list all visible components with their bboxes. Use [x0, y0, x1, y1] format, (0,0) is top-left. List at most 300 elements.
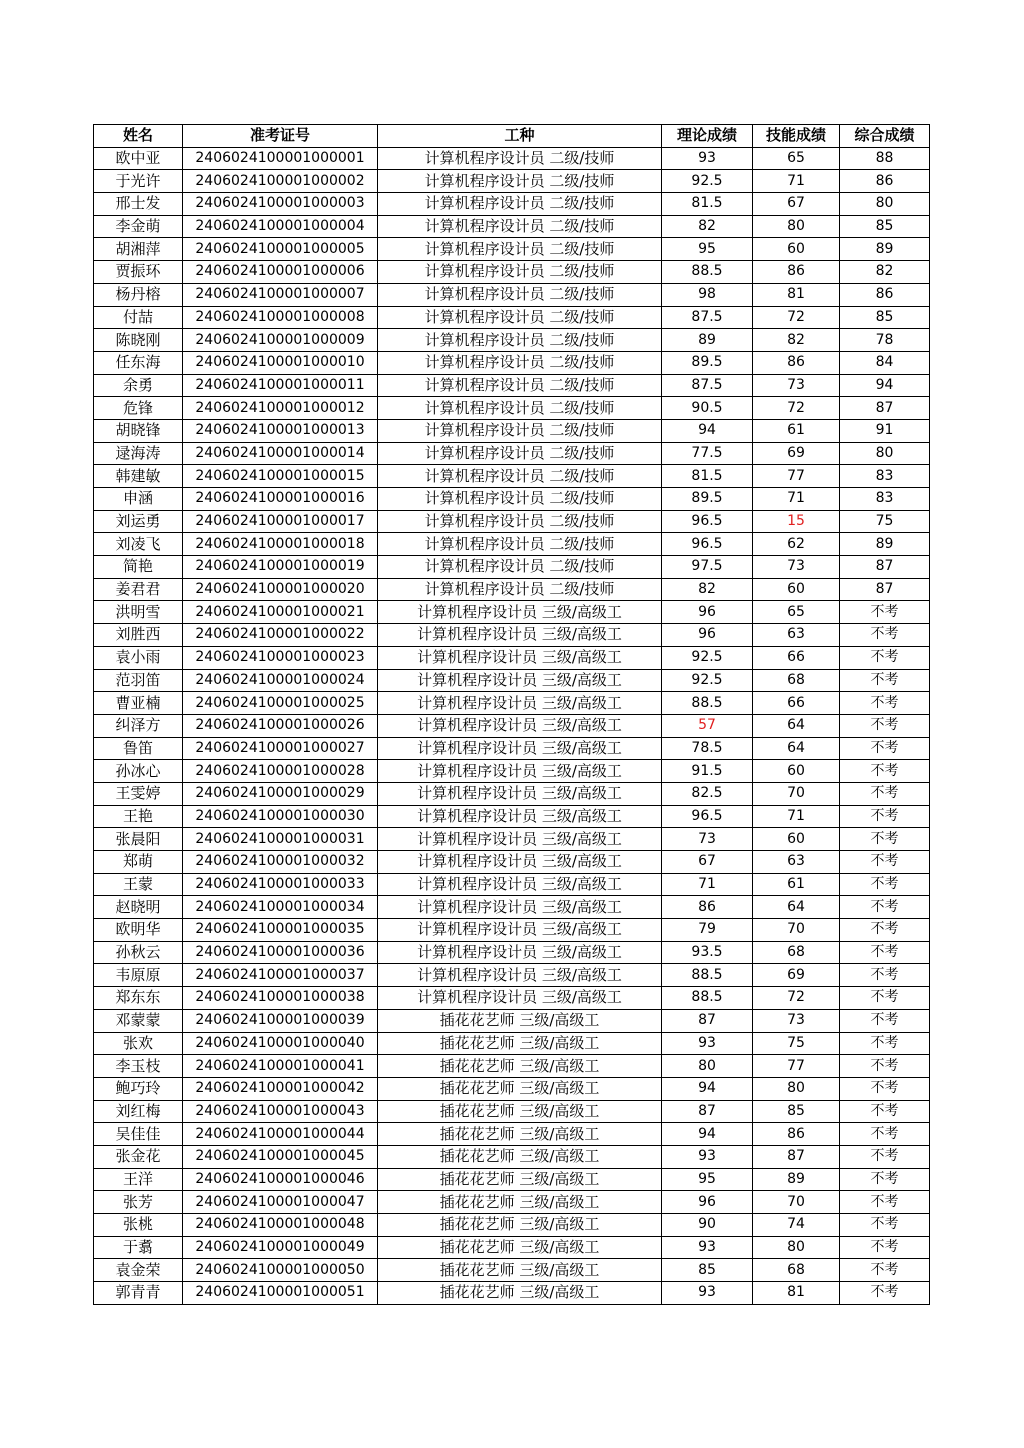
- table-row: [94, 601, 930, 624]
- table-row: [94, 919, 930, 942]
- cell-job-type: 插花花艺师 三级/高级工: [378, 1123, 662, 1146]
- cell-exam-id: 2406024100001000027: [183, 737, 378, 760]
- cell-exam-id: 2406024100001000035: [183, 919, 378, 942]
- cell-overall-score: 不考: [840, 669, 930, 692]
- cell-skill-score: 70: [753, 1191, 840, 1214]
- cell-job-type: 插花花艺师 三级/高级工: [378, 1055, 662, 1078]
- cell-job-type: 插花花艺师 三级/高级工: [378, 1282, 662, 1305]
- cell-theory-score: 85: [662, 1259, 753, 1282]
- table-row: [94, 306, 930, 329]
- cell-theory-score: 97.5: [662, 556, 753, 579]
- table-row: [94, 1055, 930, 1078]
- table-row: [94, 215, 930, 238]
- cell-exam-id: 2406024100001000026: [183, 714, 378, 737]
- cell-skill-score: 68: [753, 669, 840, 692]
- cell-theory-score: 82: [662, 215, 753, 238]
- table-row: [94, 805, 930, 828]
- cell-exam-id: 2406024100001000020: [183, 578, 378, 601]
- cell-name: 孙秋云: [94, 941, 183, 964]
- table-row: [94, 1123, 930, 1146]
- cell-skill-score: 68: [753, 1259, 840, 1282]
- cell-name: 张金花: [94, 1145, 183, 1168]
- cell-name: 范羽笛: [94, 669, 183, 692]
- cell-theory-score: 77.5: [662, 442, 753, 465]
- cell-skill-score: 68: [753, 941, 840, 964]
- cell-name: 于翥: [94, 1236, 183, 1259]
- cell-exam-id: 2406024100001000030: [183, 805, 378, 828]
- cell-skill-score: 86: [753, 351, 840, 374]
- cell-skill-score: 81: [753, 1282, 840, 1305]
- cell-job-type: 计算机程序设计员 三级/高级工: [378, 873, 662, 896]
- cell-overall-score: 不考: [840, 714, 930, 737]
- cell-exam-id: 2406024100001000037: [183, 964, 378, 987]
- cell-exam-id: 2406024100001000023: [183, 646, 378, 669]
- cell-skill-score: 70: [753, 919, 840, 942]
- cell-overall-score: 75: [840, 510, 930, 533]
- cell-theory-score: 96: [662, 624, 753, 647]
- cell-overall-score: 不考: [840, 1123, 930, 1146]
- cell-job-type: 插花花艺师 三级/高级工: [378, 1145, 662, 1168]
- table-row: [94, 397, 930, 420]
- cell-job-type: 计算机程序设计员 二级/技师: [378, 397, 662, 420]
- cell-job-type: 计算机程序设计员 三级/高级工: [378, 624, 662, 647]
- header-job-type: 工种: [378, 125, 662, 148]
- cell-skill-score: 87: [753, 1145, 840, 1168]
- cell-skill-score: 73: [753, 556, 840, 579]
- cell-overall-score: 85: [840, 215, 930, 238]
- table-row: [94, 1168, 930, 1191]
- cell-job-type: 计算机程序设计员 三级/高级工: [378, 692, 662, 715]
- cell-overall-score: 不考: [840, 941, 930, 964]
- cell-theory-score: 96.5: [662, 533, 753, 556]
- table-row: [94, 964, 930, 987]
- cell-theory-score: 87.5: [662, 374, 753, 397]
- cell-skill-score: 60: [753, 828, 840, 851]
- cell-overall-score: 84: [840, 351, 930, 374]
- cell-theory-score: 91.5: [662, 760, 753, 783]
- cell-overall-score: 86: [840, 170, 930, 193]
- cell-theory-score: 98: [662, 283, 753, 306]
- cell-skill-score: 74: [753, 1214, 840, 1237]
- cell-name: 赵晓明: [94, 896, 183, 919]
- cell-skill-score: 86: [753, 1123, 840, 1146]
- table-row: [94, 351, 930, 374]
- cell-exam-id: 2406024100001000013: [183, 419, 378, 442]
- cell-job-type: 计算机程序设计员 三级/高级工: [378, 941, 662, 964]
- cell-overall-score: 不考: [840, 1077, 930, 1100]
- table-row: [94, 1077, 930, 1100]
- header-theory-score: 理论成绩: [662, 125, 753, 148]
- cell-job-type: 计算机程序设计员 二级/技师: [378, 442, 662, 465]
- cell-theory-score: 88.5: [662, 692, 753, 715]
- table-row: [94, 760, 930, 783]
- cell-skill-score: 69: [753, 964, 840, 987]
- cell-name: 曹亚楠: [94, 692, 183, 715]
- table-row: [94, 465, 930, 488]
- cell-theory-score: 79: [662, 919, 753, 942]
- cell-exam-id: 2406024100001000006: [183, 261, 378, 284]
- cell-skill-score: 72: [753, 397, 840, 420]
- cell-theory-score: 92.5: [662, 669, 753, 692]
- table-row: [94, 941, 930, 964]
- cell-skill-score: 77: [753, 1055, 840, 1078]
- cell-name: 邓蒙蒙: [94, 1009, 183, 1032]
- cell-theory-score: 92.5: [662, 170, 753, 193]
- cell-overall-score: 不考: [840, 987, 930, 1010]
- cell-name: 逯海涛: [94, 442, 183, 465]
- cell-job-type: 计算机程序设计员 二级/技师: [378, 238, 662, 261]
- cell-theory-score: 88.5: [662, 964, 753, 987]
- cell-skill-score: 82: [753, 329, 840, 352]
- cell-overall-score: 不考: [840, 1282, 930, 1305]
- table-row: [94, 374, 930, 397]
- cell-overall-score: 不考: [840, 646, 930, 669]
- cell-exam-id: 2406024100001000036: [183, 941, 378, 964]
- cell-name: 申涵: [94, 488, 183, 511]
- cell-exam-id: 2406024100001000034: [183, 896, 378, 919]
- cell-skill-score: 81: [753, 283, 840, 306]
- cell-skill-score: 64: [753, 896, 840, 919]
- cell-exam-id: 2406024100001000038: [183, 987, 378, 1010]
- table-row: [94, 147, 930, 170]
- cell-theory-score: 93: [662, 1236, 753, 1259]
- cell-exam-id: 2406024100001000014: [183, 442, 378, 465]
- cell-overall-score: 不考: [840, 851, 930, 874]
- cell-name: 姜君君: [94, 578, 183, 601]
- cell-exam-id: 2406024100001000046: [183, 1168, 378, 1191]
- cell-name: 孙冰心: [94, 760, 183, 783]
- cell-job-type: 计算机程序设计员 二级/技师: [378, 533, 662, 556]
- cell-name: 邢士发: [94, 193, 183, 216]
- table-row: [94, 1214, 930, 1237]
- cell-exam-id: 2406024100001000004: [183, 215, 378, 238]
- cell-job-type: 计算机程序设计员 三级/高级工: [378, 760, 662, 783]
- cell-name: 韦原原: [94, 964, 183, 987]
- table-row: [94, 533, 930, 556]
- cell-name: 李玉枝: [94, 1055, 183, 1078]
- cell-job-type: 计算机程序设计员 二级/技师: [378, 306, 662, 329]
- cell-job-type: 插花花艺师 三级/高级工: [378, 1168, 662, 1191]
- cell-exam-id: 2406024100001000025: [183, 692, 378, 715]
- table-row: [94, 987, 930, 1010]
- cell-overall-score: 91: [840, 419, 930, 442]
- cell-exam-id: 2406024100001000051: [183, 1282, 378, 1305]
- cell-theory-score: 80: [662, 1055, 753, 1078]
- cell-exam-id: 2406024100001000007: [183, 283, 378, 306]
- cell-overall-score: 87: [840, 397, 930, 420]
- cell-theory-score: 82.5: [662, 782, 753, 805]
- cell-name: 任东海: [94, 351, 183, 374]
- cell-exam-id: 2406024100001000005: [183, 238, 378, 261]
- cell-name: 刘凌飞: [94, 533, 183, 556]
- cell-skill-score: 60: [753, 760, 840, 783]
- cell-exam-id: 2406024100001000033: [183, 873, 378, 896]
- cell-name: 鲍巧玲: [94, 1077, 183, 1100]
- cell-overall-score: 不考: [840, 1100, 930, 1123]
- cell-overall-score: 不考: [840, 692, 930, 715]
- table-row: [94, 556, 930, 579]
- cell-skill-score: 77: [753, 465, 840, 488]
- cell-job-type: 计算机程序设计员 三级/高级工: [378, 737, 662, 760]
- table-row: [94, 419, 930, 442]
- cell-skill-score: 61: [753, 873, 840, 896]
- table-row: [94, 1191, 930, 1214]
- cell-overall-score: 不考: [840, 919, 930, 942]
- cell-overall-score: 87: [840, 578, 930, 601]
- cell-exam-id: 2406024100001000049: [183, 1236, 378, 1259]
- cell-theory-score: 73: [662, 828, 753, 851]
- cell-theory-score: 96: [662, 1191, 753, 1214]
- cell-theory-score: 94: [662, 419, 753, 442]
- table-row: [94, 238, 930, 261]
- cell-theory-score: 67: [662, 851, 753, 874]
- cell-skill-score: 64: [753, 714, 840, 737]
- table-row: [94, 1282, 930, 1305]
- table-row: [94, 1145, 930, 1168]
- table-row: [94, 488, 930, 511]
- cell-theory-score: 96.5: [662, 510, 753, 533]
- cell-overall-score: 不考: [840, 1259, 930, 1282]
- cell-job-type: 计算机程序设计员 三级/高级工: [378, 646, 662, 669]
- table-row: [94, 1100, 930, 1123]
- cell-overall-score: 不考: [840, 1032, 930, 1055]
- header-exam-id: 准考证号: [183, 125, 378, 148]
- cell-overall-score: 不考: [840, 601, 930, 624]
- cell-overall-score: 不考: [840, 1191, 930, 1214]
- cell-theory-score: 90.5: [662, 397, 753, 420]
- cell-name: 李金萌: [94, 215, 183, 238]
- cell-name: 胡晓锋: [94, 419, 183, 442]
- cell-overall-score: 83: [840, 488, 930, 511]
- cell-job-type: 插花花艺师 三级/高级工: [378, 1191, 662, 1214]
- cell-theory-score: 81.5: [662, 193, 753, 216]
- cell-overall-score: 86: [840, 283, 930, 306]
- cell-job-type: 计算机程序设计员 二级/技师: [378, 556, 662, 579]
- cell-name: 郑东东: [94, 987, 183, 1010]
- cell-theory-score: 93: [662, 1145, 753, 1168]
- cell-theory-score: 93: [662, 1032, 753, 1055]
- cell-job-type: 插花花艺师 三级/高级工: [378, 1032, 662, 1055]
- cell-skill-score: 62: [753, 533, 840, 556]
- table-row: [94, 329, 930, 352]
- table-row: [94, 1009, 930, 1032]
- cell-skill-score: 71: [753, 488, 840, 511]
- cell-skill-score: 63: [753, 624, 840, 647]
- table-row: [94, 170, 930, 193]
- cell-overall-score: 80: [840, 193, 930, 216]
- cell-job-type: 计算机程序设计员 三级/高级工: [378, 714, 662, 737]
- cell-name: 余勇: [94, 374, 183, 397]
- cell-job-type: 插花花艺师 三级/高级工: [378, 1214, 662, 1237]
- cell-exam-id: 2406024100001000032: [183, 851, 378, 874]
- cell-job-type: 插花花艺师 三级/高级工: [378, 1009, 662, 1032]
- cell-exam-id: 2406024100001000019: [183, 556, 378, 579]
- cell-exam-id: 2406024100001000017: [183, 510, 378, 533]
- cell-exam-id: 2406024100001000031: [183, 828, 378, 851]
- cell-name: 胡湘萍: [94, 238, 183, 261]
- cell-overall-score: 不考: [840, 873, 930, 896]
- cell-exam-id: 2406024100001000047: [183, 1191, 378, 1214]
- cell-job-type: 计算机程序设计员 二级/技师: [378, 510, 662, 533]
- table-row: [94, 714, 930, 737]
- cell-name: 张桃: [94, 1214, 183, 1237]
- cell-job-type: 计算机程序设计员 二级/技师: [378, 193, 662, 216]
- table-row: [94, 1032, 930, 1055]
- cell-exam-id: 2406024100001000002: [183, 170, 378, 193]
- cell-exam-id: 2406024100001000008: [183, 306, 378, 329]
- table-row: [94, 283, 930, 306]
- cell-exam-id: 2406024100001000010: [183, 351, 378, 374]
- cell-skill-score: 75: [753, 1032, 840, 1055]
- table-row: [94, 1236, 930, 1259]
- cell-name: 陈晓刚: [94, 329, 183, 352]
- cell-job-type: 插花花艺师 三级/高级工: [378, 1259, 662, 1282]
- cell-exam-id: 2406024100001000003: [183, 193, 378, 216]
- cell-job-type: 计算机程序设计员 二级/技师: [378, 351, 662, 374]
- cell-job-type: 计算机程序设计员 二级/技师: [378, 170, 662, 193]
- cell-name: 简艳: [94, 556, 183, 579]
- cell-name: 贾振环: [94, 261, 183, 284]
- cell-skill-score: 71: [753, 805, 840, 828]
- table-row: [94, 261, 930, 284]
- cell-exam-id: 2406024100001000039: [183, 1009, 378, 1032]
- cell-overall-score: 不考: [840, 1055, 930, 1078]
- cell-exam-id: 2406024100001000028: [183, 760, 378, 783]
- cell-overall-score: 不考: [840, 896, 930, 919]
- cell-job-type: 计算机程序设计员 二级/技师: [378, 147, 662, 170]
- table-row: [94, 1259, 930, 1282]
- cell-overall-score: 不考: [840, 1168, 930, 1191]
- cell-exam-id: 2406024100001000029: [183, 782, 378, 805]
- cell-theory-score: 71: [662, 873, 753, 896]
- cell-job-type: 计算机程序设计员 三级/高级工: [378, 896, 662, 919]
- cell-exam-id: 2406024100001000016: [183, 488, 378, 511]
- cell-skill-score: 15: [753, 510, 840, 533]
- table-row: [94, 851, 930, 874]
- table-row: [94, 737, 930, 760]
- cell-theory-score: 93.5: [662, 941, 753, 964]
- cell-job-type: 计算机程序设计员 二级/技师: [378, 578, 662, 601]
- cell-skill-score: 67: [753, 193, 840, 216]
- cell-name: 杨丹榕: [94, 283, 183, 306]
- cell-theory-score: 87.5: [662, 306, 753, 329]
- cell-name: 付喆: [94, 306, 183, 329]
- cell-job-type: 计算机程序设计员 三级/高级工: [378, 805, 662, 828]
- cell-skill-score: 89: [753, 1168, 840, 1191]
- cell-overall-score: 94: [840, 374, 930, 397]
- cell-name: 刘胜西: [94, 624, 183, 647]
- cell-overall-score: 不考: [840, 1145, 930, 1168]
- table-body: [94, 147, 930, 1304]
- cell-job-type: 计算机程序设计员 二级/技师: [378, 329, 662, 352]
- table-row: [94, 442, 930, 465]
- cell-theory-score: 78.5: [662, 737, 753, 760]
- cell-overall-score: 82: [840, 261, 930, 284]
- cell-job-type: 计算机程序设计员 二级/技师: [378, 215, 662, 238]
- cell-name: 王洋: [94, 1168, 183, 1191]
- table-row: [94, 692, 930, 715]
- cell-skill-score: 60: [753, 238, 840, 261]
- header-overall-score: 综合成绩: [840, 125, 930, 148]
- cell-overall-score: 不考: [840, 737, 930, 760]
- cell-theory-score: 94: [662, 1123, 753, 1146]
- cell-theory-score: 95: [662, 238, 753, 261]
- cell-name: 袁小雨: [94, 646, 183, 669]
- cell-theory-score: 88.5: [662, 261, 753, 284]
- cell-theory-score: 82: [662, 578, 753, 601]
- cell-theory-score: 93: [662, 1282, 753, 1305]
- cell-job-type: 计算机程序设计员 三级/高级工: [378, 919, 662, 942]
- cell-overall-score: 85: [840, 306, 930, 329]
- cell-overall-score: 不考: [840, 828, 930, 851]
- cell-overall-score: 不考: [840, 1236, 930, 1259]
- cell-job-type: 计算机程序设计员 三级/高级工: [378, 601, 662, 624]
- cell-skill-score: 61: [753, 419, 840, 442]
- cell-overall-score: 不考: [840, 624, 930, 647]
- cell-exam-id: 2406024100001000011: [183, 374, 378, 397]
- table-row: [94, 510, 930, 533]
- cell-name: 危锋: [94, 397, 183, 420]
- cell-overall-score: 78: [840, 329, 930, 352]
- cell-theory-score: 57: [662, 714, 753, 737]
- cell-exam-id: 2406024100001000050: [183, 1259, 378, 1282]
- cell-exam-id: 2406024100001000022: [183, 624, 378, 647]
- cell-skill-score: 73: [753, 374, 840, 397]
- cell-name: 欧中亚: [94, 147, 183, 170]
- cell-job-type: 计算机程序设计员 三级/高级工: [378, 669, 662, 692]
- cell-name: 张晨阳: [94, 828, 183, 851]
- cell-exam-id: 2406024100001000018: [183, 533, 378, 556]
- cell-job-type: 计算机程序设计员 二级/技师: [378, 465, 662, 488]
- cell-job-type: 计算机程序设计员 二级/技师: [378, 419, 662, 442]
- table-row: [94, 669, 930, 692]
- cell-overall-score: 不考: [840, 1214, 930, 1237]
- cell-job-type: 计算机程序设计员 三级/高级工: [378, 782, 662, 805]
- cell-overall-score: 87: [840, 556, 930, 579]
- cell-exam-id: 2406024100001000045: [183, 1145, 378, 1168]
- cell-skill-score: 66: [753, 646, 840, 669]
- cell-job-type: 插花花艺师 三级/高级工: [378, 1236, 662, 1259]
- cell-exam-id: 2406024100001000044: [183, 1123, 378, 1146]
- cell-job-type: 插花花艺师 三级/高级工: [378, 1100, 662, 1123]
- table-row: [94, 873, 930, 896]
- cell-theory-score: 89.5: [662, 488, 753, 511]
- cell-name: 袁金荣: [94, 1259, 183, 1282]
- cell-skill-score: 80: [753, 1236, 840, 1259]
- cell-name: 王蒙: [94, 873, 183, 896]
- cell-skill-score: 64: [753, 737, 840, 760]
- cell-theory-score: 96.5: [662, 805, 753, 828]
- cell-name: 王雯婷: [94, 782, 183, 805]
- cell-overall-score: 80: [840, 442, 930, 465]
- table-row: [94, 828, 930, 851]
- table-row: [94, 193, 930, 216]
- cell-name: 刘红梅: [94, 1100, 183, 1123]
- cell-overall-score: 不考: [840, 782, 930, 805]
- cell-skill-score: 71: [753, 170, 840, 193]
- cell-theory-score: 95: [662, 1168, 753, 1191]
- cell-skill-score: 65: [753, 147, 840, 170]
- table-row: [94, 646, 930, 669]
- cell-theory-score: 88.5: [662, 987, 753, 1010]
- header-skill-score: 技能成绩: [753, 125, 840, 148]
- cell-skill-score: 72: [753, 306, 840, 329]
- cell-skill-score: 80: [753, 1077, 840, 1100]
- cell-skill-score: 70: [753, 782, 840, 805]
- cell-job-type: 计算机程序设计员 三级/高级工: [378, 851, 662, 874]
- header-name: 姓名: [94, 125, 183, 148]
- cell-job-type: 计算机程序设计员 二级/技师: [378, 261, 662, 284]
